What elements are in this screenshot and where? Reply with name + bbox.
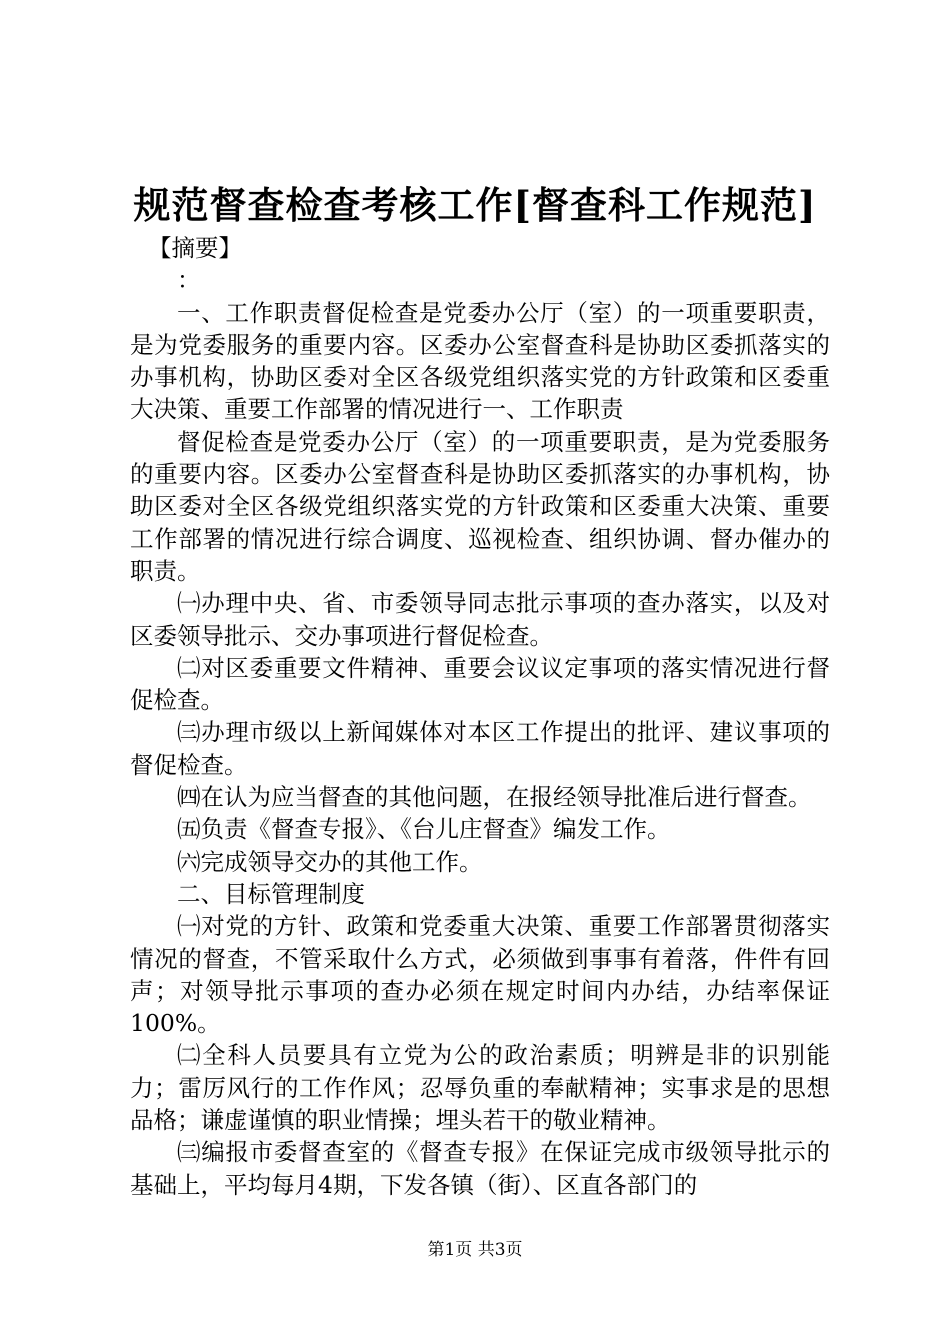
paragraph: ㈢编报市委督查室的《督查专报》在保证完成市级领导批示的基础上，平均每月4期，下发各镇（街）、区直各部门的	[130, 1138, 830, 1199]
paragraph: ㈣在认为应当督查的其他问题，在报经领导批准后进行督查。	[177, 783, 812, 812]
document-body	[130, 232, 830, 1201]
paragraph: ㈥完成领导交办的其他工作。	[177, 847, 483, 876]
paragraph: ㈠对党的方针、政策和党委重大决策、重要工作部署贯彻落实情况的督查，不管采取什么方式，必须做到事事有着落，件件有回声；对领导批示事项的查办必须在规定时间内办结，办结率保证100%。	[130, 912, 830, 1038]
paragraph: ㈡全科人员要具有立党为公的政治素质；明辨是非的识别能力；雷厉风行的工作作风；忍辱负重的奉献精神；实事求是的思想品格；谦虚谨慎的职业情操；埋头若干的敬业精神。	[130, 1041, 830, 1135]
paragraph: 一、工作职责督促检查是党委办公厅（室）的一项重要职责，是为党委服务的重要内容。区委办公室督查科是协助区委抓落实的办事机构，协助区委对全区各级党组织落实党的方针政策和区委重大决策、重要工作部署的情况进行一、工作职责	[130, 298, 830, 424]
paragraph: ㈠办理中央、省、市委领导同志批示事项的查办落实，以及对区委领导批示、交办事项进行督促检查。	[130, 589, 830, 650]
paragraph: ㈤负责《督查专报》、《台儿庄督查》编发工作。	[177, 815, 671, 844]
page-footer: 第1页 共3页	[427, 1240, 523, 1260]
paragraph: ㈡对区委重要文件精神、重要会议议定事项的落实情况进行督促检查。	[130, 653, 830, 715]
abstract-label: 【摘要】	[148, 234, 242, 262]
paragraph: 督促检查是党委办公厅（室）的一项重要职责，是为党委服务的重要内容。区委办公室督查科是协助区委抓落实的办事机构，协助区委对全区各级党组织落实党的方针政策和区委重大决策、重要工作部署的情况进行综合调度、巡视检查、组织协调、督办催办的职责。	[130, 427, 830, 585]
paragraph: ㈢办理市级以上新闻媒体对本区工作提出的批评、建议事项的督促检查。	[130, 718, 830, 779]
abstract-colon: ：	[177, 266, 201, 295]
document-title: 规范督查检查考核工作[督查科工作规范]	[133, 183, 817, 227]
section-heading: 二、目标管理制度	[177, 879, 365, 908]
